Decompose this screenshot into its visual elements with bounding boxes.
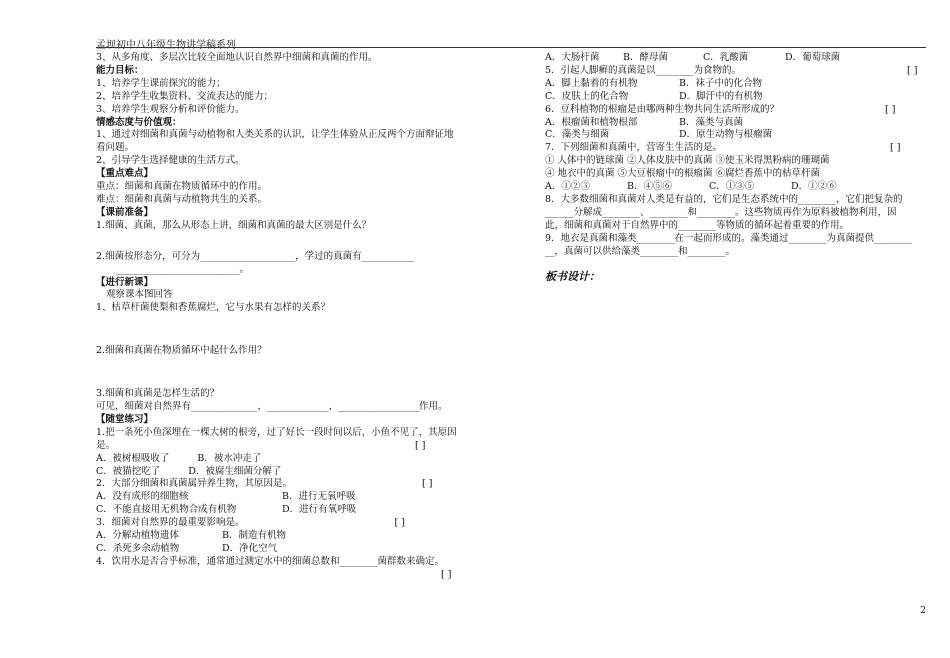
practice-q1-options: C．被猫挖吃了 D．被腐生细菌分解了 [96,465,282,477]
objective-3: 3、从多角度、多层次比较全面地认识自然界中细菌和真菌的作用。 [96,52,378,63]
newlesson-q3: 3.细菌和真菌是怎样生活的？ [96,388,220,400]
ability-item: 3、培养学生观察分析和评价能力。 [96,103,245,115]
prep-q2: 2.细菌按形态分，可分为____________________，学过的真菌有___________ [96,250,414,262]
q8-cont: 此，细菌和真菌对于自然界中的________等物质的循环起着重要的作用。 [545,219,850,231]
q8: 8．大多数细菌和真菌对人类是有益的，它们是生态系统中的________，它们把复杂的 [545,193,903,205]
q7: 7．下列细菌和真菌中，营寄生生活的是。 [ ] [545,142,901,154]
emotion-line: 2、引导学生选择健康的生活方式。 [96,155,245,167]
emotion-line: 看问题。 [96,142,135,154]
left-column [96,52,496,582]
answer-bracket: [ ] [415,439,426,451]
answer-bracket: [ ] [885,103,896,115]
q7-list: ④ 地衣中的真菌 ⑤大豆根瘤中的根瘤菌 ⑥腐烂香蕉中的枯草杆菌 [545,168,821,180]
emotion-heading: 情感态度与价值观： [96,116,182,128]
practice-heading: 【随堂练习】 [96,413,154,425]
answer-bracket: [ ] [890,142,901,154]
answer-bracket: [ ] [394,517,405,529]
practice-q1-options: A．被树根吸收了 B．被水冲走了 [96,452,262,464]
q6-options: C．藻类与细菌 D．原生动物与根瘤菌 [545,129,773,141]
prep-q1: 1.细菌、真菌，那么从形态上讲，细菌和真菌的最大区别是什么？ [96,219,372,231]
answer-bracket: [ ] [907,64,918,76]
emotion-line: 1、通过对细菌和真菌与动植物和人类关系的认识，让学生体验从正反两个方面辩证地 [96,129,454,141]
newlesson-q1: 1、枯草杆菌使梨和香蕉腐烂，它与水果有怎样的关系？ [96,302,331,314]
ability-item: 2、培养学生收集资料、交流表达的能力； [96,90,274,102]
q5-options: C．皮肤上的化合物 D．脚汗中的有机物 [545,90,763,102]
q6: 6．豆科植物的根瘤是由哪两种生物共同生活所形成的？ [ ] [545,103,896,115]
newlesson-heading: 【进行新课】 [96,276,154,288]
newlesson-q3-fill: 可见，细菌对自然界有______________，_____________，_________________作用。 [96,401,448,413]
practice-q1: 1.把一条死小鱼深埋在一棵大树的根旁，过了好长一段时间以后，小鱼不见了，其原因 [96,426,457,438]
practice-q3-options: C．杀死多余动植物 D．净化空气 [96,543,278,554]
practice-q2-options: C．不能直接用无机物合成有机物 D．进行有氧呼吸 [96,504,357,516]
practice-q4: 4．饮用水是否合乎标准，通常通过测定水中的细菌总数和________菌群数来确定。 [96,555,445,567]
q9: 9．地衣是真菌和藻类________在一起而形成的。藻类通过________为真菌提供________ [545,232,913,244]
page-number: 2 [920,606,926,616]
practice-q3: 3．细菌对自然界的最重要影响是。 [ ] [96,517,405,529]
newlesson-intro: 观察课本图回答 [106,289,173,301]
practice-q2: 2．大部分细菌和真菌属异养生物，其原因是。 [ ] [96,478,433,490]
key-line: 重点：细菌和真菌在物质循环中的作用。 [96,181,268,193]
right-column [545,52,930,283]
q4-options: A．大肠杆菌 B．酵母菌 C．乳酸菌 D．葡萄球菌 [545,52,841,63]
newlesson-q2: 2.细菌和真菌在物质循环中起什么作用？ [96,345,267,357]
ability-item: 1、培养学生课前探究的能力； [96,77,226,89]
q9-cont: __，真菌可以供给藻类________和________。 [545,245,736,257]
key-line: 难点：细菌和真菌与动植物共生的关系。 [96,193,268,205]
answer-bracket: [ ] [441,568,452,580]
header-title: 孟坝初中八年级生物讲学稿系列 [96,40,236,51]
key-heading: 【重点难点】 [96,168,154,180]
q8-cont: ______分解成________、________和________。这些物质再作为原料被植物利用，因 [545,206,897,218]
practice-q1-cont: 是。 [ ] [96,439,426,451]
q7-list: ① 人体中的链球菌 ②人体皮肤中的真菌 ③使玉米得黑粉病的珊瑚菌 [545,155,830,167]
answer-bracket: [ ] [422,478,433,490]
practice-q2-options: A．没有成形的细胞核 B．进行无氧呼吸 [96,491,356,503]
q5: 5．引起人脚癣的真菌是以________为食物的。 [ ] [545,64,918,76]
prep-q2-cont: __________________________。 [116,263,250,275]
ability-heading: 能力目标： [96,64,144,76]
q7-options: A．①②③ B．④⑤⑥ C．①③⑤ D．①②⑥ [545,181,837,193]
board-design-heading: 板书设计： [545,269,600,283]
prep-heading: 【课前准备】 [96,206,154,218]
practice-q3-options: A．分解动植物遗体 B．制造有机物 [96,530,286,542]
q6-options: A．根瘤菌和植物根部 B．藻类与真菌 [545,116,743,128]
header-rule [96,47,926,48]
q5-options: A．脚上黏着的有机物 B．袜子中的化合物 [545,77,762,89]
